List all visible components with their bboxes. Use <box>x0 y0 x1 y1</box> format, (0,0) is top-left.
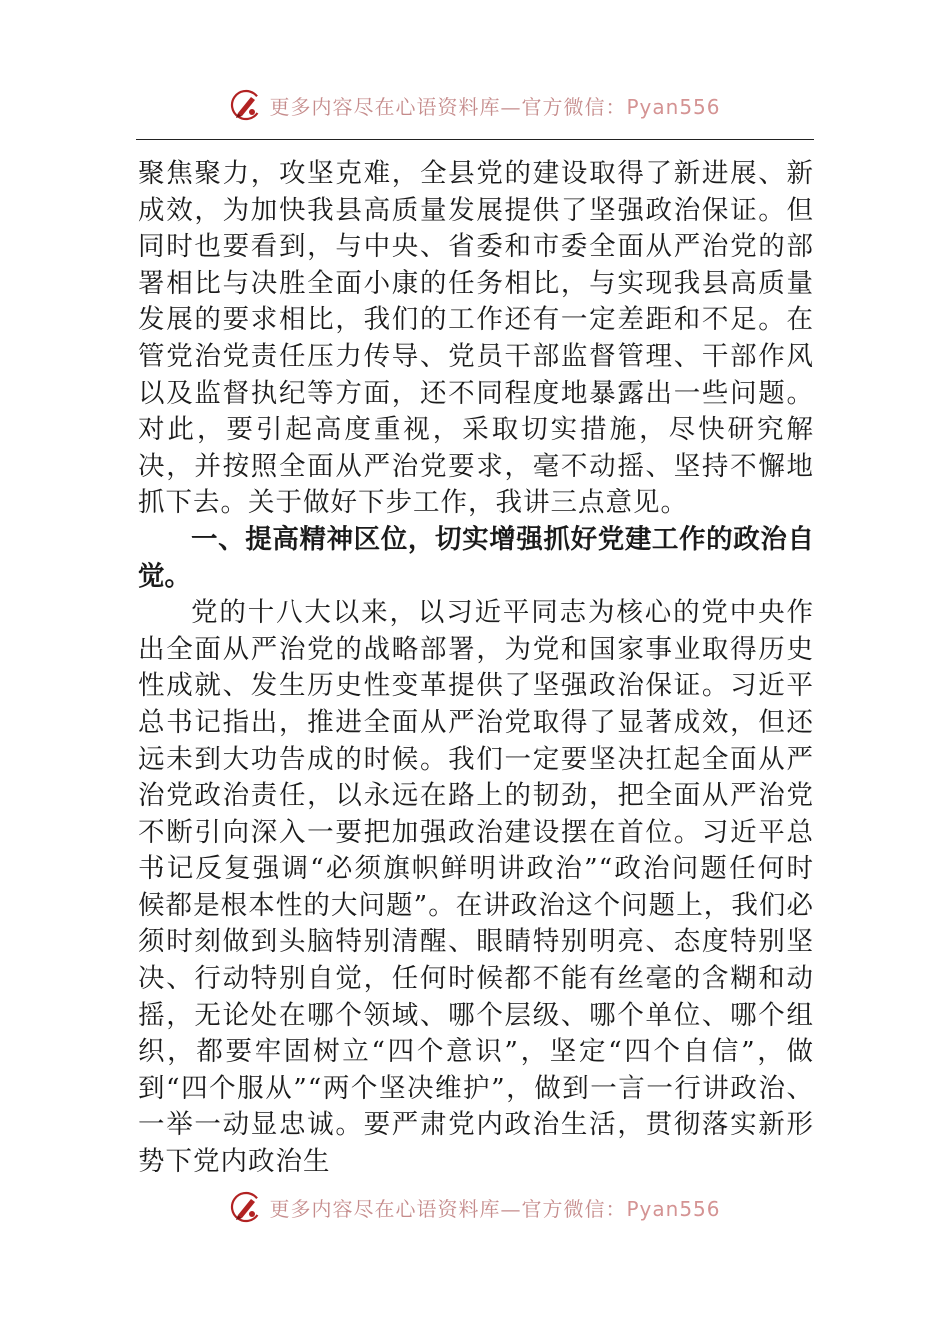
paragraph-1: 聚焦聚力，攻坚克难，全县党的建设取得了新进展、新成效，为加快我县高质量发展提供了坚强政治保证。但同时也要看到，与中央、省委和市委全面从严治党的部署相比与决胜全面小康的任务相比，与实现我县高质量发展的要求相比，我们的工作还有一定差距和不足。在管党治党责任压力传导、党员干部监督管理、干部作风以及监督执纪等方面，还不同程度地暴露出一些问题。对此，要引起高度重视，采取切实措施，尽快研究解决，并按照全面从严治党要求，毫不动摇、坚持不懈地抓下去。关于做好下步工作，我讲三点意见。 <box>138 158 814 519</box>
header-divider <box>136 139 814 140</box>
header-banner-label: 更多内容尽在心语资料库—官方微信： <box>269 94 627 119</box>
footer-banner-text <box>269 1193 720 1222</box>
pen-logo-icon <box>229 88 263 122</box>
footer-banner <box>0 1182 950 1232</box>
header-banner <box>0 80 950 130</box>
paragraph-2: 党的十八大以来，以习近平同志为核心的党中央作出全面从严治党的战略部署，为党和国家事业取得历史性成就、发生历史性变革提供了坚强政治保证。习近平总书记指出，推进全面从严治党取得了显著成效，但还远未到大功告成的时候。我们一定要坚决扛起全面从严治党政治责任，以永远在路上的韧劲，把全面从严治党不断引向深入一要把加强政治建设摆在首位。习近平总书记反复强调“必须旗帜鲜明讲政治”“政治问题任何时候都是根本性的大问题”。在讲政治这个问题上，我们必须时刻做到头脑特别清醒、眼睛特别明亮、态度特别坚决、行动特别自觉，任何时候都不能有丝毫的含糊和动摇，无论处在哪个领域、哪个层级、哪个单位、哪个组织，都要牢固树立“四个意识”，坚定“四个自信”，做到“四个服从”“两个坚决维护”，做到一言一行讲政治、一举一动显忠诚。要严肃党内政治生活，贯彻落实新形势下党内政治生 <box>138 597 814 1178</box>
header-banner-text <box>269 91 720 120</box>
footer-banner-label: 更多内容尽在心语资料库—官方微信： <box>269 1196 627 1221</box>
document-body <box>138 156 814 1181</box>
footer-wechat-id: Pyan556 <box>626 1196 721 1221</box>
pen-logo-icon <box>229 1190 263 1224</box>
section-heading-1: 一、提高精神区位，切实增强抓好党建工作的政治自觉。 <box>138 523 814 592</box>
header-wechat-id: Pyan556 <box>626 94 721 119</box>
